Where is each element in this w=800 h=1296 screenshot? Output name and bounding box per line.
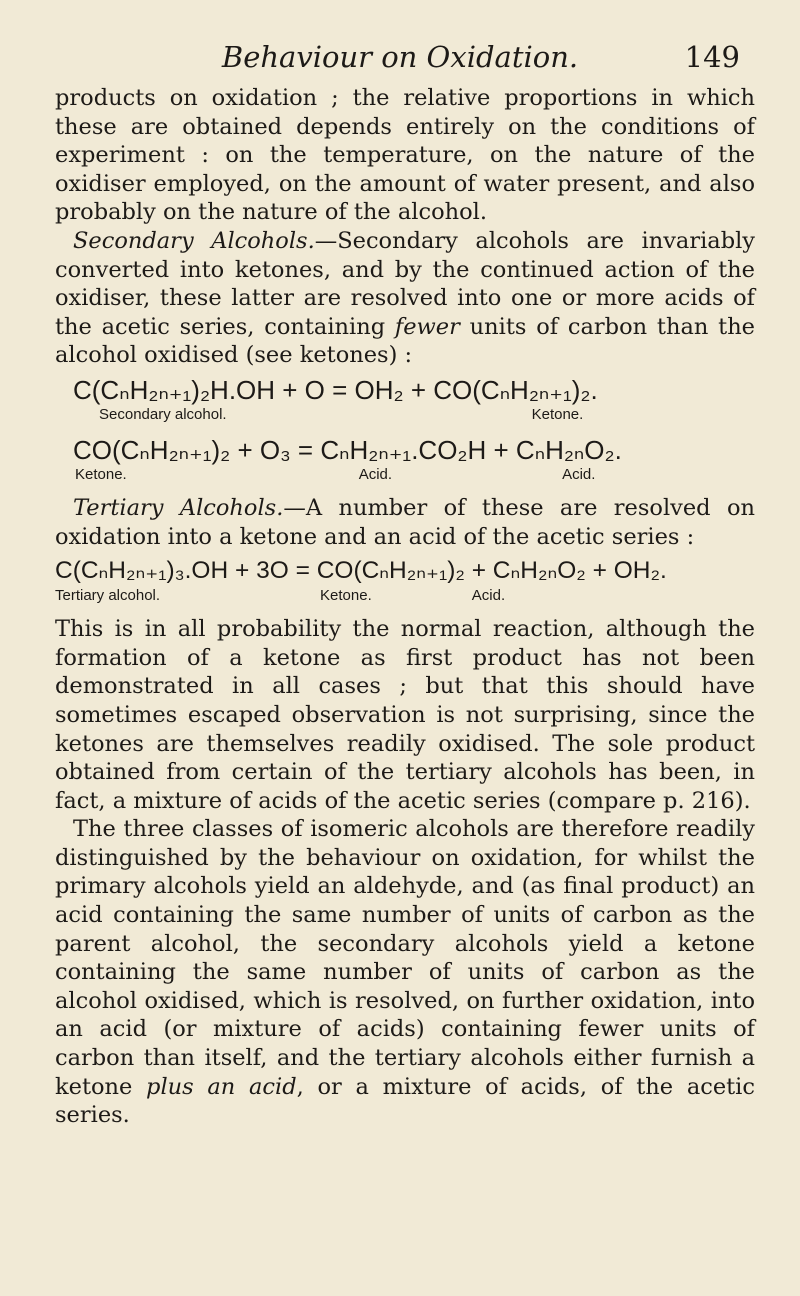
equation-2: CO(CₙH₂ₙ₊₁)₂ + O₃ = CₙH₂ₙ₊₁.CO₂H + CₙH₂ₙO₂. bbox=[73, 434, 622, 465]
paragraph-three-classes bbox=[55, 815, 755, 1130]
equation-2-labels bbox=[55, 466, 755, 484]
paragraph-normal-reaction: This is in all probability the normal reaction, although the formation of a ketone as first product has not been demonstrated in all cases ; but that this should have sometimes escaped observation is not surprising, since the ketones are themselves readily oxidised. The sole product obtained from certain of the tertiary alcohols has been, in fact, a mixture of acids of the acetic series (compare p. 216). bbox=[55, 616, 755, 814]
equation-ketone-oxidation bbox=[55, 434, 755, 466]
equation-1-labels bbox=[55, 406, 755, 424]
page-number: 149 bbox=[684, 40, 740, 74]
label-tertiary-alcohol: Tertiary alcohol. bbox=[55, 587, 161, 605]
classes-text-a: The three classes of isomeric alcohols are therefore readily distinguished by the behaviour on oxidation, for whilst the primary alcohols yield an aldehyde, and (as final product) an acid containing the same number of units of carbon as the parent alcohol, the secondary alcohols yield a ketone containing the same number of units of carbon as the alcohol oxidised, which is resolved, on further oxidation, into an acid (or mixture of acids) containing fewer units of carbon than itself, and the tertiary alcohols either furnish a ketone bbox=[55, 816, 755, 1100]
equation-group-tertiary bbox=[55, 555, 755, 605]
equation-3: C(CₙH₂ₙ₊₁)₃.OH + 3O = CO(CₙH₂ₙ₊₁)₂ + CₙH₂ₙO₂ + OH₂. bbox=[55, 557, 667, 585]
label-ketone-2: Ketone. bbox=[75, 465, 127, 483]
page-header bbox=[60, 40, 740, 80]
equation-tertiary-alcohol-oxidation bbox=[55, 555, 755, 587]
emphasis-fewer: fewer bbox=[394, 313, 460, 340]
paragraph-tertiary-alcohols bbox=[55, 494, 755, 551]
equation-secondary-alcohol-oxidation bbox=[55, 374, 755, 406]
emphasis-plus-an-acid: plus an acid bbox=[146, 1073, 297, 1100]
equation-1: C(CₙH₂ₙ₊₁)₂H.OH + O = OH₂ + CO(CₙH₂ₙ₊₁)₂. bbox=[73, 374, 598, 405]
label-ketone: Ketone. bbox=[531, 405, 584, 423]
paragraph-secondary-alcohols bbox=[55, 227, 755, 370]
body-text bbox=[55, 84, 755, 1130]
label-secondary-alcohol: Secondary alcohol. bbox=[99, 405, 227, 423]
label-acid-2: Acid. bbox=[562, 465, 596, 483]
tertiary-text: —A number of these are resolved on oxidation into a ketone and an acid of the acetic series : bbox=[55, 494, 755, 550]
label-ketone-3: Ketone. bbox=[320, 587, 372, 605]
label-acid-1: Acid. bbox=[358, 465, 393, 483]
classes-text-b: , or a mixture of acids, of the acetic series. bbox=[55, 1073, 755, 1129]
running-title: Behaviour on Oxidation. bbox=[221, 40, 579, 74]
run-in-heading-secondary: Secondary Alcohols. bbox=[73, 227, 315, 254]
run-in-heading-tertiary: Tertiary Alcohols. bbox=[73, 494, 284, 521]
label-acid-3: Acid. bbox=[471, 587, 506, 605]
equation-3-labels bbox=[55, 587, 755, 605]
equation-group-secondary bbox=[55, 374, 755, 484]
secondary-text-b: units of carbon than the alcohol oxidised (see ketones) : bbox=[55, 313, 756, 369]
paragraph-oxidation-products: products on oxidation ; the relative proportions in which these are obtained depends entirely on the conditions of experiment : on the temperature, on the nature of the oxidiser employed, on the amount of water present, and also probably on the nature of the alcohol. bbox=[55, 85, 755, 226]
secondary-text-a: —Secondary alcohols are invariably converted into ketones, and by the continued action of the oxidiser, these latter are resolved into one or more acids of the acetic series, containing bbox=[55, 227, 755, 340]
